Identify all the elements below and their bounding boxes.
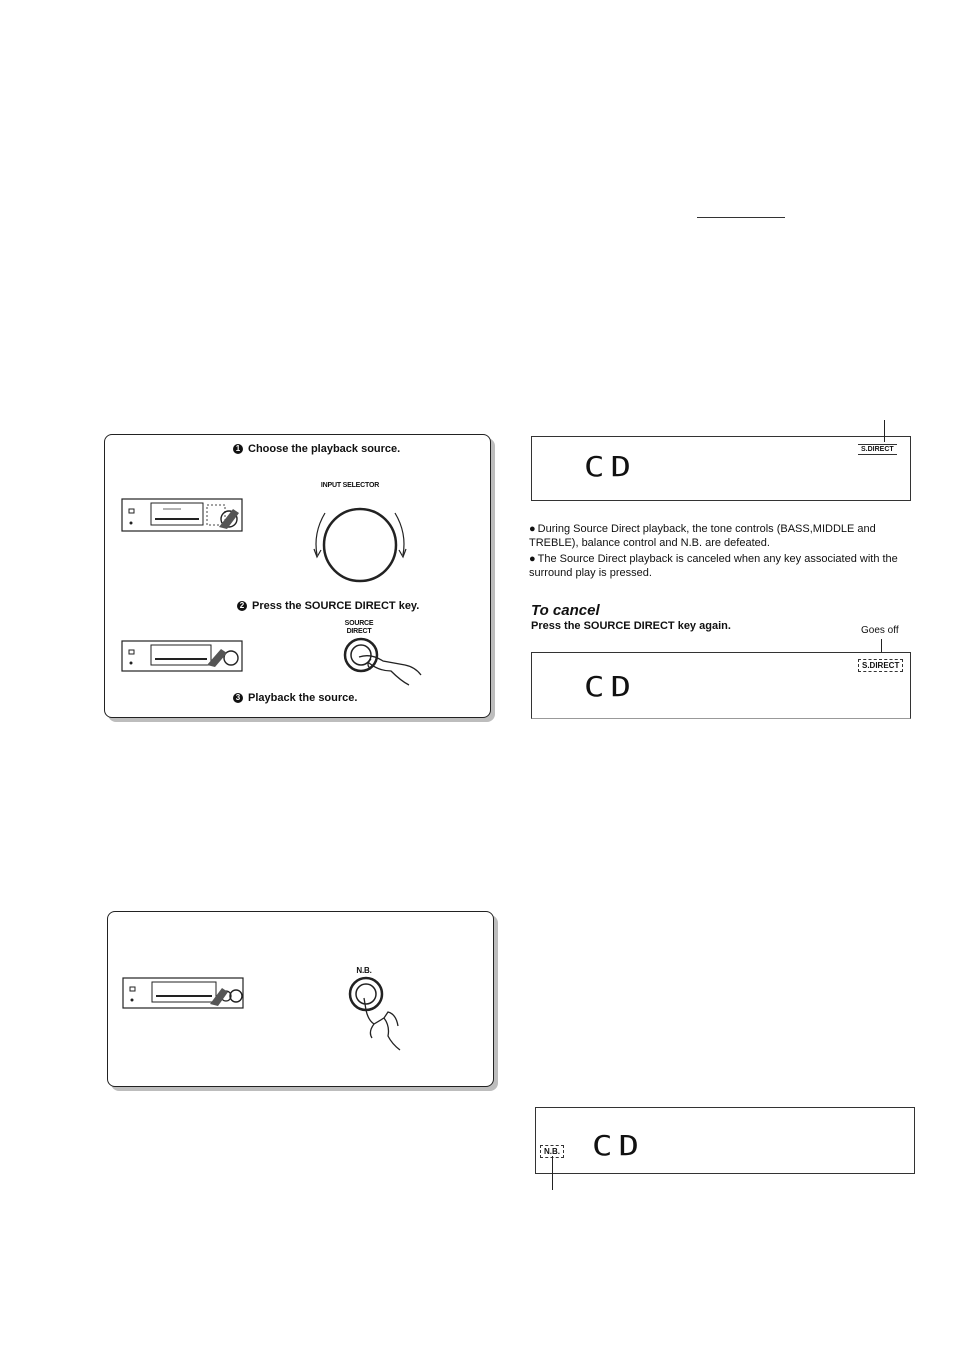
nb-key[interactable]	[344, 976, 424, 1066]
step-2-label: 2 Press the SOURCE DIRECT key.	[237, 600, 419, 612]
bullet-icon: ●	[529, 553, 536, 565]
display-source-direct-off	[531, 652, 911, 719]
step-number: 3	[233, 693, 243, 703]
nb-key-label: N.B.	[356, 966, 372, 975]
indicator-pointer	[552, 1156, 553, 1190]
display-readout: CD	[584, 451, 637, 483]
step-number: 2	[237, 601, 247, 611]
bullet-icon: ●	[529, 523, 536, 535]
display-readout: CD	[592, 1130, 645, 1162]
source-direct-key-label: SOURCE DIRECT	[344, 620, 374, 635]
step-1-label: 1 Choose the playback source.	[233, 443, 400, 455]
nb-panel	[107, 911, 494, 1087]
input-selector-label: INPUT SELECTOR	[320, 482, 380, 489]
nb-indicator: N.B.	[540, 1145, 564, 1158]
cancel-instruction: Press the SOURCE DIRECT key again.	[531, 620, 731, 632]
goes-off-label: Goes off	[861, 625, 899, 636]
display-nb	[535, 1107, 915, 1174]
step-3-label: 3 Playback the source.	[233, 692, 357, 704]
s-direct-indicator-off: S.DIRECT	[858, 659, 903, 672]
receiver-illustration	[121, 497, 245, 533]
cancel-heading: To cancel	[531, 602, 600, 619]
display-source-direct-on	[531, 436, 911, 501]
note-2: ● The Source Direct playback is canceled when any key associated with the surround play is pressed.	[529, 553, 898, 579]
note-1: ● During Source Direct playback, the tone controls (BASS,MIDDLE and TREBLE), balance control and N.B. are defeated.	[529, 523, 876, 549]
step-number: 1	[233, 444, 243, 454]
decorative-rule	[697, 217, 785, 218]
input-selector-knob[interactable]	[305, 493, 415, 603]
indicator-pointer	[884, 420, 885, 442]
receiver-illustration	[121, 639, 245, 673]
display-readout: CD	[584, 671, 637, 703]
receiver-illustration	[122, 976, 246, 1010]
s-direct-indicator: S.DIRECT	[858, 444, 897, 455]
source-direct-panel	[104, 434, 491, 718]
source-direct-key[interactable]	[331, 631, 431, 691]
